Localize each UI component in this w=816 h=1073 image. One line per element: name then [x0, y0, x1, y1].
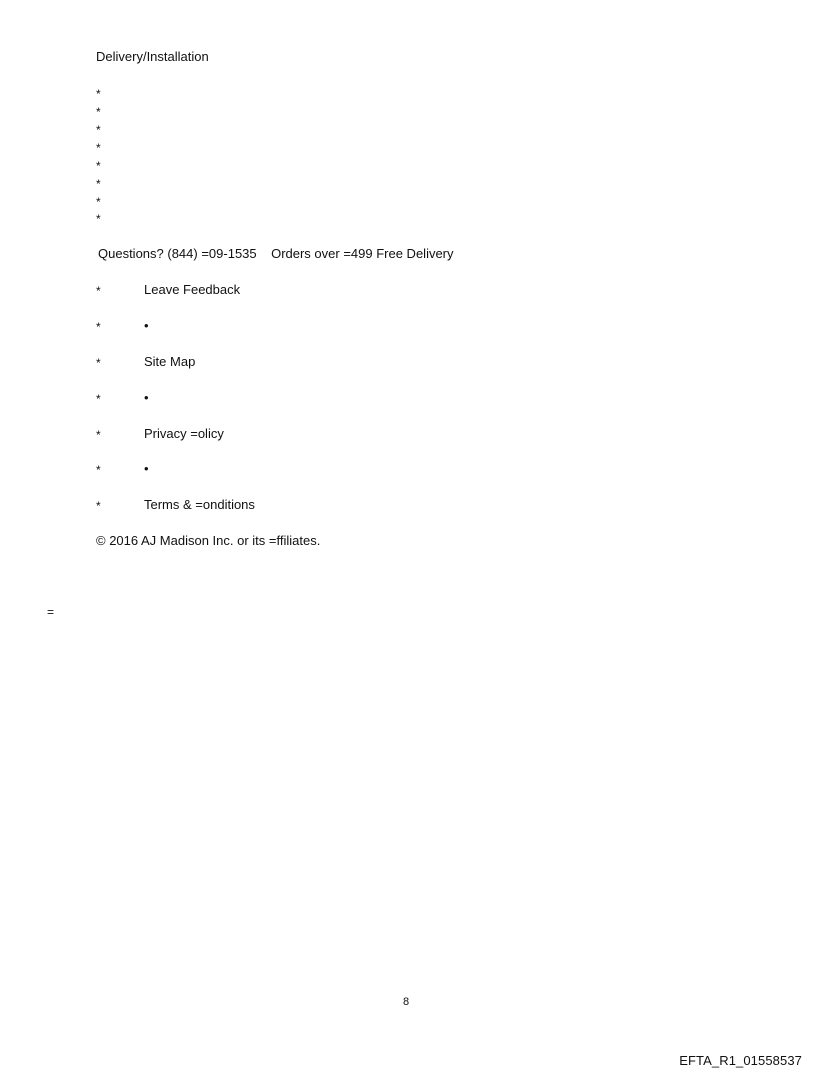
star-marker: * [96, 195, 101, 209]
bullet-separator: • [144, 461, 149, 476]
leave-feedback-link[interactable]: Leave Feedback [144, 282, 241, 297]
terms-conditions-link[interactable]: Terms & =onditions [144, 497, 255, 512]
star-marker: * [96, 141, 101, 155]
privacy-policy-link[interactable]: Privacy =olicy [144, 426, 224, 441]
star-marker: * [96, 177, 101, 191]
star-marker: * [96, 105, 101, 119]
list-star: * [96, 320, 101, 334]
site-map-link[interactable]: Site Map [144, 354, 196, 369]
list-star: * [96, 499, 101, 513]
document-id: EFTA_R1_01558537 [679, 1053, 802, 1068]
copyright-notice: © 2016 AJ Madison Inc. or its =ffiliates. [96, 533, 321, 548]
list-star: * [96, 463, 101, 477]
list-star: * [96, 428, 101, 442]
bullet-separator: • [144, 390, 149, 405]
section-heading: Delivery/Installation [96, 49, 209, 64]
star-marker: * [96, 212, 101, 226]
stray-equals-mark: = [47, 605, 55, 619]
star-marker: * [96, 87, 101, 101]
star-marker: * [96, 123, 101, 137]
bullet-separator: • [144, 318, 149, 333]
page-number: 8 [403, 996, 410, 1008]
list-star: * [96, 356, 101, 370]
list-star: * [96, 284, 101, 298]
star-marker: * [96, 159, 101, 173]
contact-info-line: Questions? (844) =09-1535 Orders over =499 Free Delivery [98, 246, 454, 261]
list-star: * [96, 392, 101, 406]
